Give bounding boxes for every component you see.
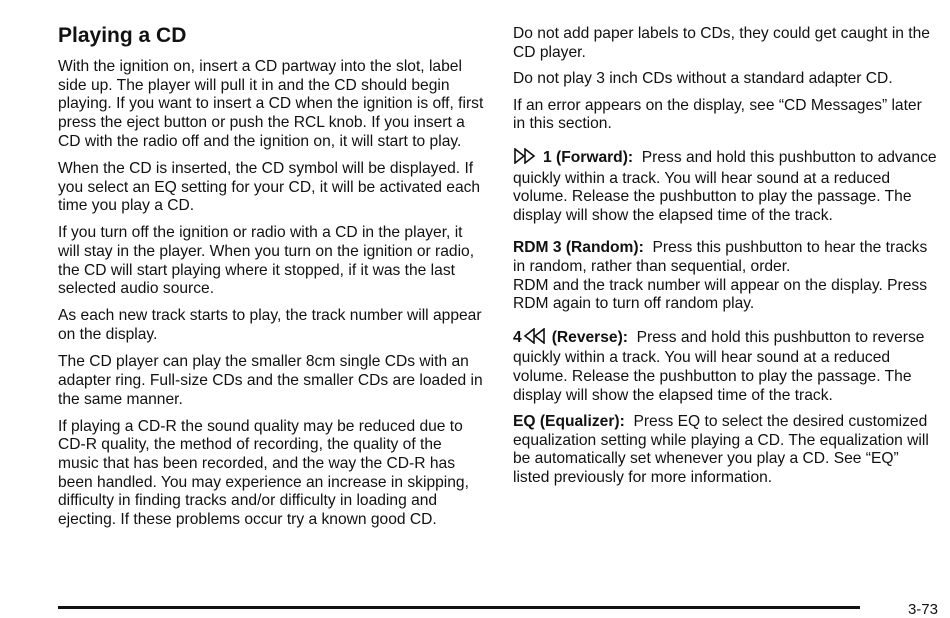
equalizer-term: EQ (Equalizer): <box>513 413 625 431</box>
equalizer-entry <box>513 413 938 487</box>
reverse-description: Press and hold this pushbutton to reverse quickly within a track. You will hear sound at a reduced volume. Release the pushbutton to play the passage. The display will show the elapsed time of the track. <box>513 328 925 404</box>
paragraph-8cm-cds: The CD player can play the smaller 8cm single CDs with an adapter ring. Full-size CDs and the smaller CDs are loaded in the same manner. <box>58 353 483 408</box>
right-column <box>513 25 938 495</box>
reverse-number: 4 <box>513 328 522 346</box>
left-column <box>58 22 486 538</box>
paragraph-ignition-off: If you turn off the ignition or radio with a CD in the player, it will stay in the player. When you turn on the ignition or radio, the CD will start playing where it stopped, if it was the last selected audio source. <box>58 224 475 298</box>
random-description: Press this pushbutton to hear the tracks in random, rather than sequential, order. <box>513 239 928 275</box>
paragraph-3-inch-cds: Do not play 3 inch CDs without a standard adapter CD. <box>513 70 893 88</box>
random-entry <box>513 239 938 276</box>
reverse-term: (Reverse): <box>551 328 628 346</box>
random-description-2: RDM and the track number will appear on the display. Press RDM again to turn off random play. <box>513 276 928 313</box>
paragraph-insert-cd: With the ignition on, insert a CD partway into the slot, label side up. The player will pull it in and the CD should begin playing. If you want to insert a CD when the ignition is off, first press the eject button or push the RCL knob. If you insert a CD with the radio off and the ignition on, it will start to play. <box>58 58 484 150</box>
forward-term: 1 (Forward): <box>543 148 634 166</box>
paragraph-error-display: If an error appears on the display, see “CD Messages” later in this section. <box>513 96 922 133</box>
forward-entry <box>513 148 938 225</box>
paragraph-paper-labels: Do not add paper labels to CDs, they could get caught in the CD player. <box>513 25 930 61</box>
random-term: RDM 3 (Random): <box>513 239 644 257</box>
paragraph-cd-r: If playing a CD-R the sound quality may be reduced due to CD-R quality, the method of recording, the quality of the music that has been recorded, and the way the CD-R has been handled. You may experience an increase in skipping, difficulty in finding tracks and/or difficulty in loading and ejecting. If these problems occur try a known good CD. <box>58 417 469 528</box>
reverse-entry <box>513 328 938 405</box>
rewind-icon <box>522 328 548 350</box>
page-number: 3-73 <box>907 601 938 618</box>
paragraph-track-number: As each new track starts to play, the track number will appear on the display. <box>58 307 482 344</box>
footer-rule <box>58 606 860 609</box>
section-title: Playing a CD <box>58 24 187 47</box>
fast-forward-icon <box>513 148 539 170</box>
forward-description: Press and hold this pushbutton to advance quickly within a track. You will hear sound at a reduced volume. Release the pushbutton to play the passage. The display will show the elapsed time of the track. <box>513 148 937 224</box>
equalizer-description: Press EQ to select the desired customized equalization setting while playing a CD. The equalization will be automatically set whenever you play a CD. See “EQ” listed previously for more information. <box>513 413 929 486</box>
paragraph-cd-symbol: When the CD is inserted, the CD symbol will be displayed. If you select an EQ setting for your CD, it will be activated each time you play a CD. <box>58 159 481 215</box>
